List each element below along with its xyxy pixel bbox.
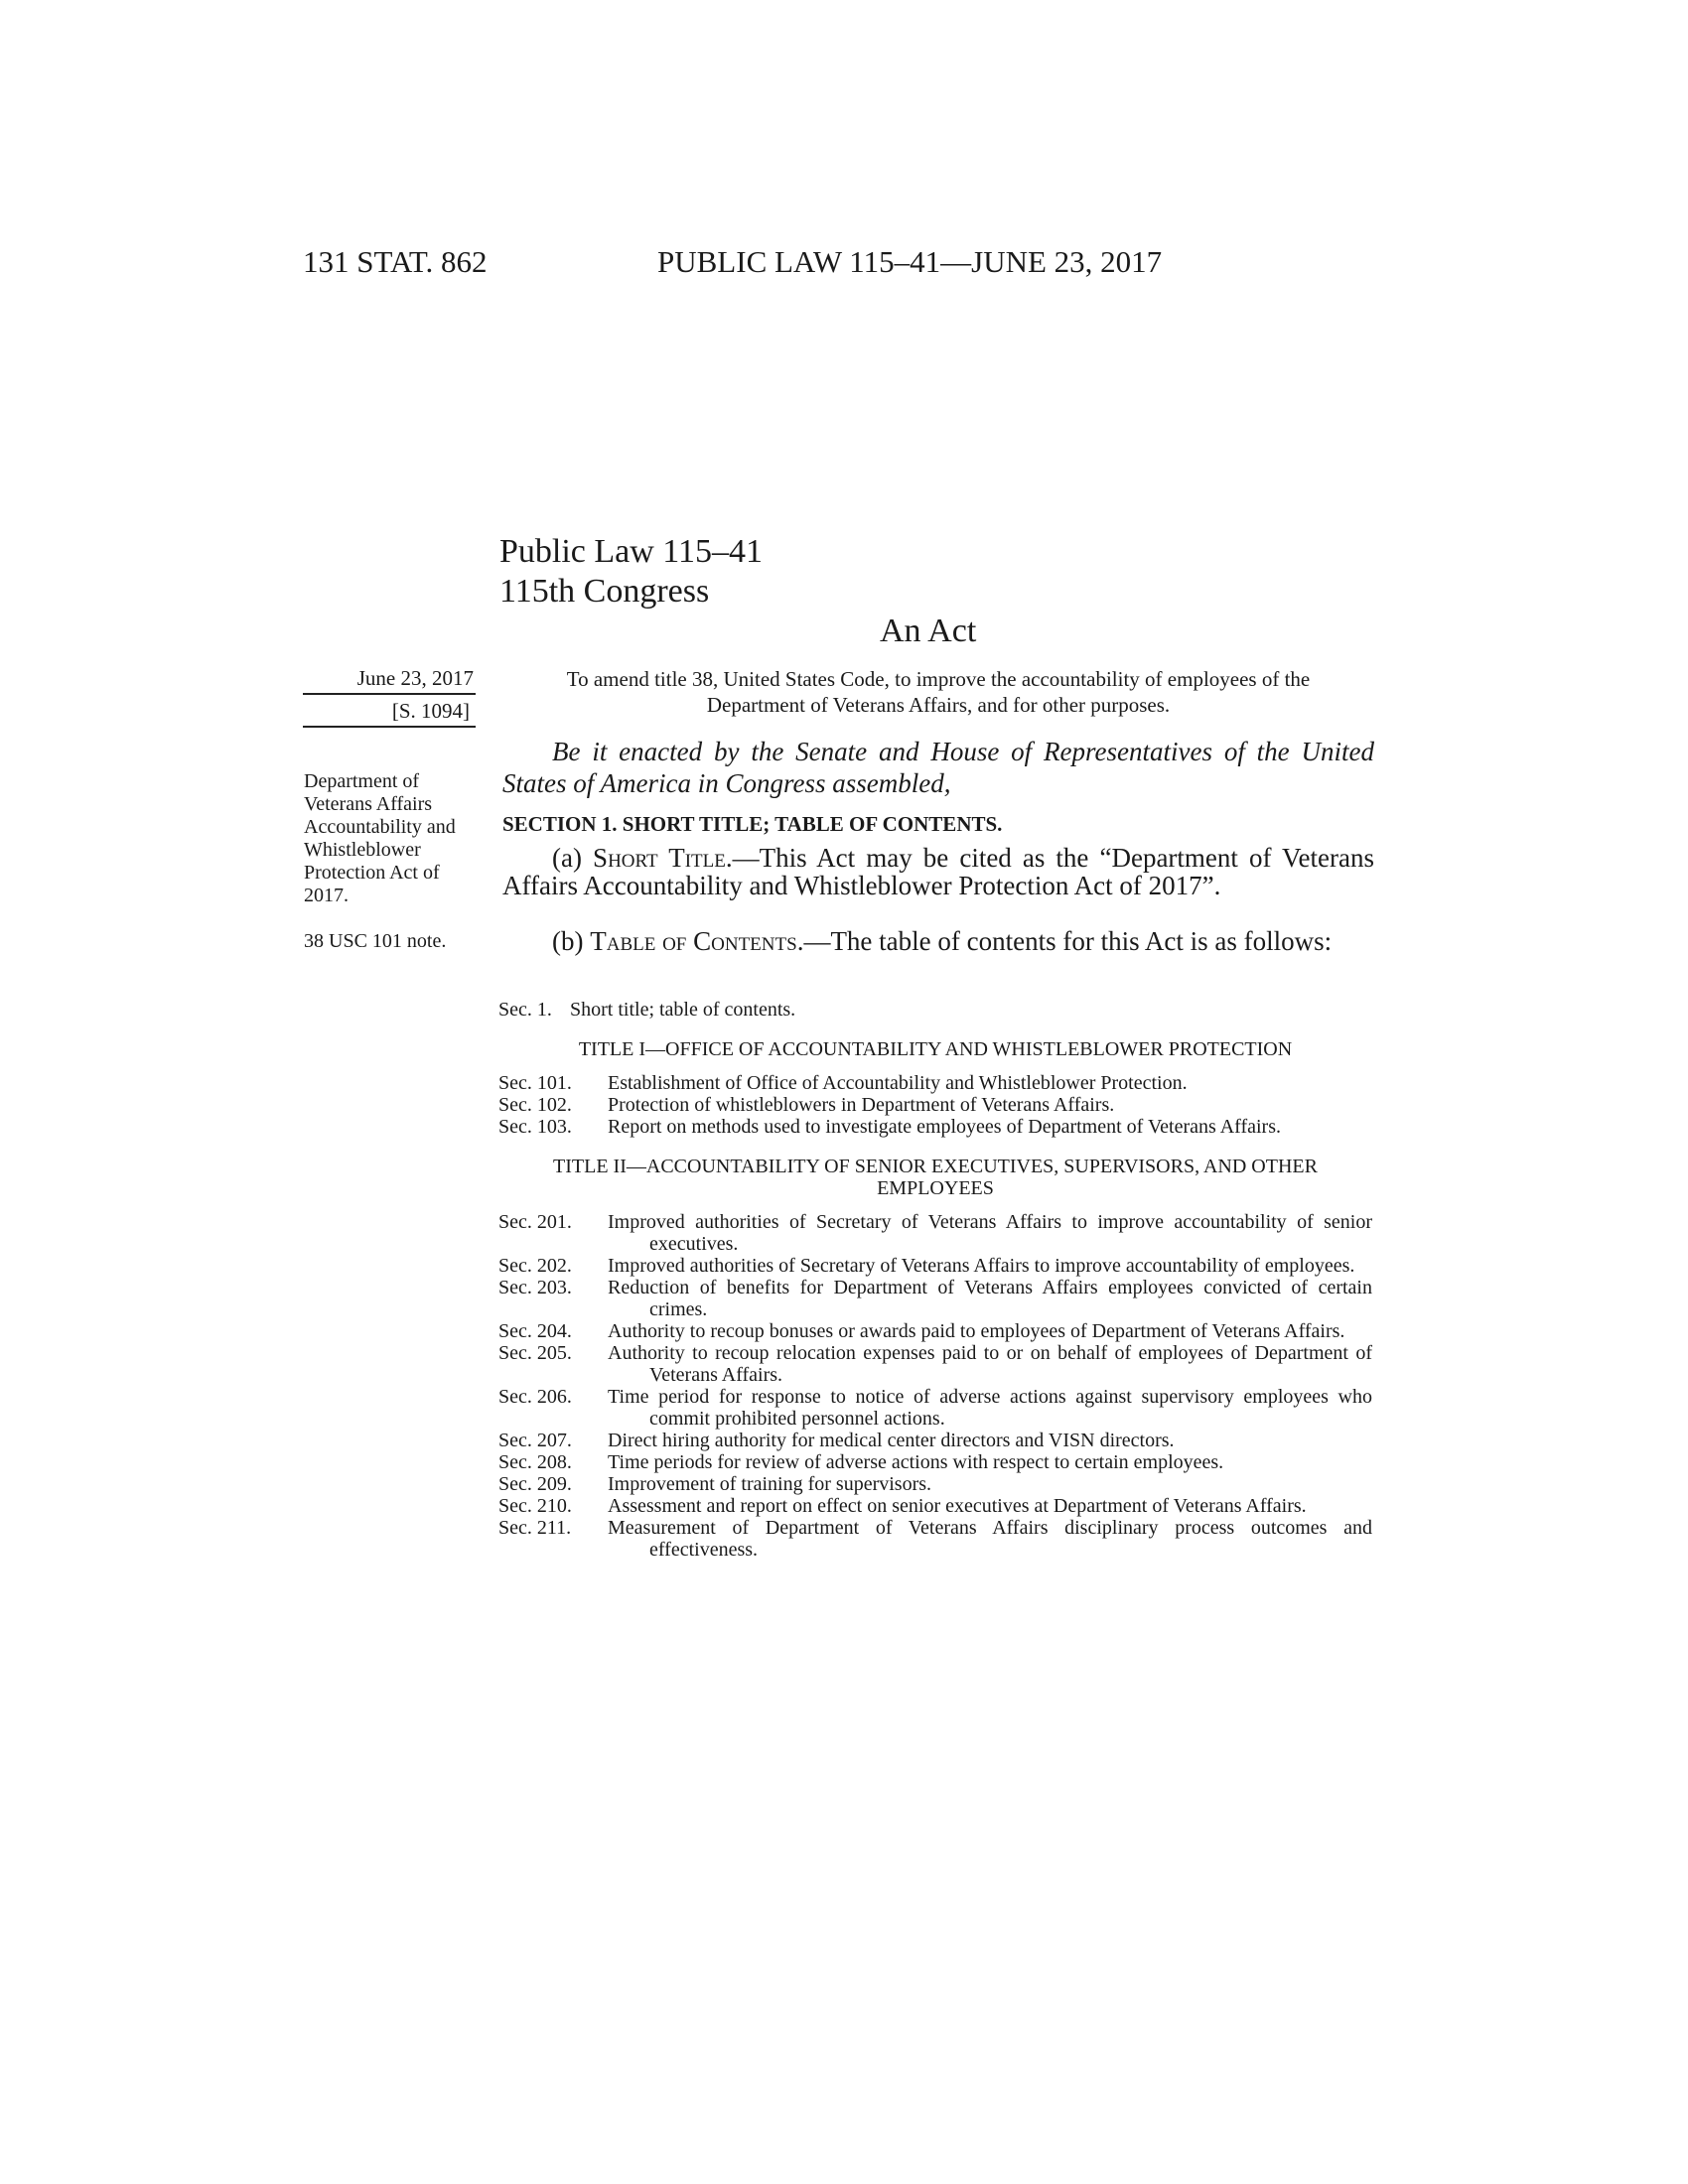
- toc-entry-text: Improvement of training for supervisors.: [608, 1473, 932, 1495]
- toc-entry: [498, 1277, 1372, 1320]
- toc-entry: [498, 1211, 1372, 1255]
- toc-entry-number: Sec. 208.: [498, 1451, 572, 1473]
- toc-entry-text: Reduction of benefits for Department of Veterans Affairs employees convicted of certain crimes.: [608, 1277, 1372, 1320]
- para-a-label: Short Title: [593, 843, 726, 873]
- toc-entry-text: Assessment and report on effect on senior executives at Department of Veterans Affairs.: [608, 1495, 1307, 1517]
- toc-entry: [498, 1517, 1372, 1561]
- toc-entry: [498, 1495, 1372, 1517]
- toc-title-1: TITLE I—OFFICE OF ACCOUNTABILITY AND WHISTLEBLOWER PROTECTION: [578, 1038, 1293, 1060]
- toc-entry: [498, 1320, 1372, 1342]
- toc-entry-number: Sec. 205.: [498, 1342, 572, 1364]
- toc-entry: [498, 1430, 1372, 1451]
- toc-entry: [498, 1451, 1372, 1473]
- margin-date: June 23, 2017: [356, 666, 474, 690]
- toc-entry: [498, 1473, 1372, 1495]
- section-1-heading: SECTION 1. SHORT TITLE; TABLE OF CONTENTS.: [502, 812, 1003, 836]
- toc-entry: [498, 1342, 1372, 1386]
- toc-entry-number: Sec. 210.: [498, 1495, 572, 1517]
- toc-entry-number: Sec. 102.: [498, 1094, 572, 1116]
- toc-entry-number: Sec. 207.: [498, 1430, 572, 1451]
- toc-entry: [498, 1386, 1372, 1430]
- short-title-paragraph: [502, 844, 1374, 899]
- running-head: [303, 244, 1216, 284]
- para-a-prefix: (a): [552, 843, 594, 873]
- toc-entry: [498, 999, 1372, 1021]
- toc-entry-number: Sec. 101.: [498, 1072, 572, 1094]
- toc-entry: [498, 1116, 1372, 1138]
- toc-entry-text: Short title; table of contents.: [570, 999, 796, 1021]
- toc-entry-text: Time periods for review of adverse actions with respect to certain employees.: [608, 1451, 1224, 1473]
- toc-entry-text: Authority to recoup relocation expenses paid to or on behalf of employees of Department of Veterans Affairs.: [608, 1342, 1372, 1386]
- enacting-clause: Be it enacted by the Senate and House of Representatives of the United States of America in Congress assembled,: [502, 737, 1374, 798]
- toc-entry-text: Establishment of Office of Accountability and Whistleblower Protection.: [608, 1072, 1188, 1094]
- toc-title-2: TITLE II—ACCOUNTABILITY OF SENIOR EXECUTIVES, SUPERVISORS, AND OTHER EMPLOYEES: [553, 1156, 1318, 1199]
- table-of-contents-paragraph: [502, 927, 1374, 955]
- margin-short-title-note: Department of Veterans Affairs Accountability and Whistleblower Protection Act of 2017.: [304, 770, 456, 906]
- statute-citation: 131 STAT. 862: [303, 244, 488, 279]
- toc-entry-text: Measurement of Department of Veterans Affairs disciplinary process outcomes and effectiveness.: [608, 1517, 1372, 1561]
- toc-entry: [498, 1255, 1372, 1277]
- toc-entry-text: Improved authorities of Secretary of Veterans Affairs to improve accountability of employees.: [608, 1255, 1355, 1277]
- toc-entry-text: Improved authorities of Secretary of Veterans Affairs to improve accountability of senior executives.: [608, 1211, 1372, 1255]
- para-b-label: Table of Contents: [590, 926, 797, 956]
- toc-entry-number: Sec. 203.: [498, 1277, 572, 1298]
- toc-entry: [498, 1072, 1372, 1094]
- para-b-prefix: (b): [552, 926, 591, 956]
- toc-entry-number: Sec. 204.: [498, 1320, 572, 1342]
- toc-entry-text: Protection of whistleblowers in Department of Veterans Affairs.: [608, 1094, 1115, 1116]
- law-number: Public Law 115–41: [499, 533, 764, 570]
- toc-entry-number: Sec. 211.: [498, 1517, 572, 1539]
- margin-usc-citation: 38 USC 101 note.: [304, 930, 447, 952]
- margin-bill-number: [S. 1094]: [391, 699, 470, 723]
- toc-entry-text: Authority to recoup bonuses or awards paid to employees of Department of Veterans Affairs.: [608, 1320, 1345, 1342]
- toc-entry-number: Sec. 103.: [498, 1116, 572, 1138]
- toc-entry-number: Sec. 201.: [498, 1211, 572, 1233]
- para-b-text: .—The table of contents for this Act is as follows:: [796, 926, 1333, 956]
- toc-entry-number: Sec. 209.: [498, 1473, 572, 1495]
- toc-entry-number: Sec. 1.: [498, 999, 552, 1021]
- congress-label: 115th Congress: [499, 573, 710, 610]
- toc-entry-text: Time period for response to notice of adverse actions against supervisory employees who commit prohibited personnel actions.: [608, 1386, 1372, 1430]
- running-head-title: PUBLIC LAW 115–41—JUNE 23, 2017: [657, 244, 1163, 279]
- toc-entry-text: Direct hiring authority for medical center directors and VISN directors.: [608, 1430, 1175, 1451]
- purpose-statement: To amend title 38, United States Code, to improve the accountability of employees of the Department of Veterans Affairs, and for other purposes.: [566, 667, 1311, 717]
- table-of-contents: [498, 999, 1372, 1561]
- margin-divider: [303, 693, 476, 695]
- toc-entry-number: Sec. 206.: [498, 1386, 572, 1408]
- an-act-heading: An Act: [880, 613, 977, 649]
- toc-entry-number: Sec. 202.: [498, 1255, 572, 1277]
- margin-divider: [303, 726, 476, 728]
- para-a-text: .—This Act may be cited as the “Department of Veterans Affairs Accountability and Whistleblower Protection Act of 2017”.: [502, 843, 1375, 900]
- toc-entry-text: Report on methods used to investigate employees of Department of Veterans Affairs.: [608, 1116, 1281, 1138]
- toc-entry: [498, 1094, 1372, 1116]
